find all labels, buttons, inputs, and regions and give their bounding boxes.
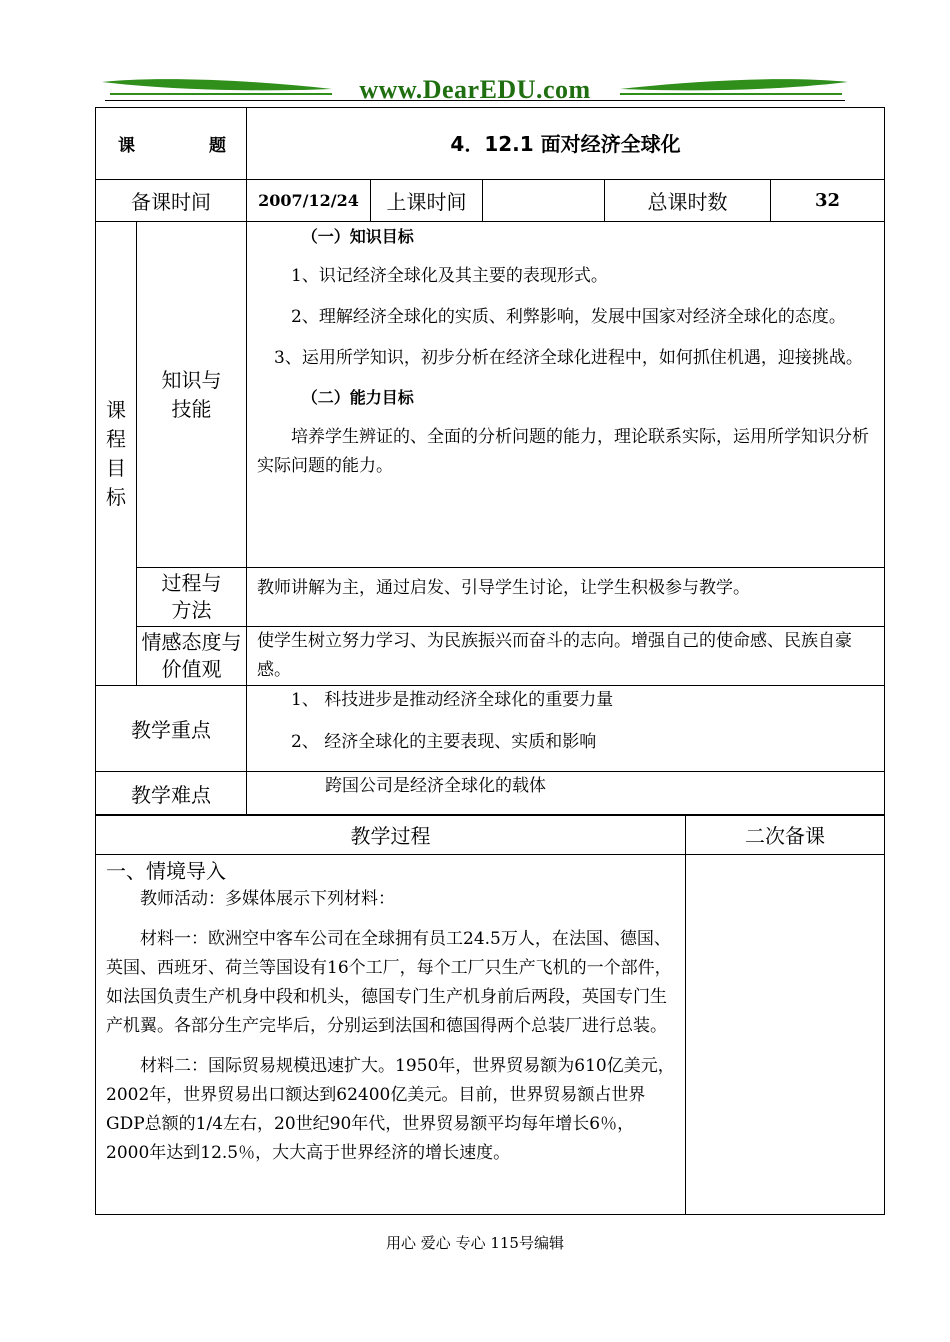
prep-time-label: 备课时间 — [96, 180, 247, 222]
key-point-1: 1、 科技进步是推动经济全球化的重要力量 — [291, 690, 614, 710]
teacher-activity: 教师活动：多媒体展示下列材料： — [140, 889, 395, 909]
knowledge-item-3: 3、运用所学知识，初步分析在经济全球化进程中，如何抓住机遇，迎接挑战。 — [274, 348, 863, 368]
topic-label-cell — [96, 108, 247, 180]
knowledge-item-1: 1、识记经济全球化及其主要的表现形式。 — [291, 266, 608, 286]
material-1: 材料一：欧洲空中客车公司在全球拥有员工24.5万人，在法国、德国、英国、西班牙、荷兰等国设有16个工厂，每个工厂只生产飞机的一个部件，如法国负责生产机身中段和机头，德国专门生产机身前后两段，英国专门生产机翼。各部分生产完毕后，分别运到法国和德国得两个总装厂进行总装。 — [106, 929, 672, 1036]
topic-title-cell — [247, 108, 885, 180]
emotion-values-cell — [247, 627, 885, 686]
ability-item-1: 培养学生辨证的、全面的分析问题的能力，理论联系实际，运用所学知识分析实际问题的能力。 — [257, 427, 869, 476]
emotion-values-label: 情感态度与价值观 — [137, 627, 247, 686]
site-logo-text: www.DearEDU.com — [359, 75, 591, 104]
header-divider — [105, 100, 845, 101]
prep-time-value: 2007/12/24 — [247, 180, 371, 222]
lesson-plan-table — [95, 107, 885, 816]
site-logo — [100, 74, 850, 108]
teaching-process-header: 教学过程 — [96, 815, 686, 855]
knowledge-content — [247, 222, 885, 568]
difficulty-label: 教学难点 — [96, 772, 247, 816]
knowledge-heading-1: （一）知识目标 — [301, 227, 414, 246]
process-method-text: 教师讲解为主，通过启发、引导学生讨论，让学生积极参与教学。 — [257, 578, 750, 598]
difficulty-cell — [247, 772, 885, 816]
page-footer: 用心 爱心 专心 115号编辑 — [386, 1234, 564, 1252]
class-time-label: 上课时间 — [371, 180, 483, 222]
total-hours-value: 32 — [771, 180, 885, 222]
knowledge-label: 知识与技能 — [137, 222, 247, 568]
process-method-label: 过程与方法 — [137, 568, 247, 627]
teaching-process-table — [95, 814, 885, 1215]
knowledge-item-2: 2、理解经济全球化的实质、利弊影响，发展中国家对经济全球化的态度。 — [291, 307, 846, 327]
key-points-cell — [247, 686, 885, 772]
emotion-values-text: 使学生树立努力学习、为民族振兴而奋斗的志向。增强自己的使命感、民族自豪感。 — [257, 631, 852, 680]
key-points-label: 教学重点 — [96, 686, 247, 772]
ability-heading: （二）能力目标 — [301, 388, 414, 407]
second-prep-header: 二次备课 — [686, 815, 885, 855]
key-point-2: 2、 经济全球化的主要表现、实质和影响 — [291, 732, 597, 752]
objectives-section-label: 课程目标 — [96, 222, 137, 686]
process-method-cell — [247, 568, 885, 627]
topic-label: 课 题 — [118, 136, 226, 156]
second-prep-cell — [686, 855, 885, 1215]
material-2: 材料二：国际贸易规模迅速扩大。1950年，世界贸易额为610亿美元，2002年，世界贸易出口额达到62400亿美元。目前，世界贸易额占世界GDP总额的1/4左右，20世纪90年代，世界贸易额平均每年增长6％，2000年达到12.5％，大大高于世界经济的增长速度。 — [106, 1056, 675, 1163]
class-time-value — [483, 180, 605, 222]
difficulty-text: 跨国公司是经济全球化的载体 — [325, 776, 546, 796]
teaching-process-content — [96, 855, 686, 1215]
topic-title: 4．12.1 面对经济全球化 — [450, 132, 681, 156]
total-hours-label: 总课时数 — [605, 180, 771, 222]
section-title: 一、情境导入 — [106, 859, 226, 883]
